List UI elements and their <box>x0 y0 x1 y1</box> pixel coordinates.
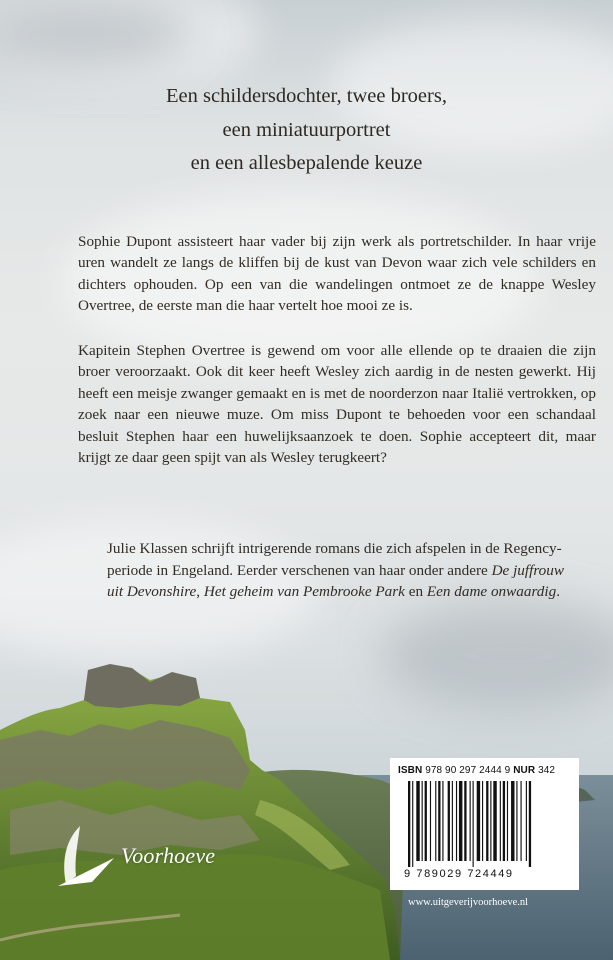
barcode-bar <box>416 781 419 861</box>
barcode-bar <box>408 781 410 867</box>
bio-end: . <box>556 583 561 601</box>
barcode-bar <box>473 781 474 867</box>
barcode-digits: 9 789029 724449 <box>404 868 514 880</box>
barcode-bar <box>493 781 496 861</box>
publisher-website: www.uitgeverijvoorhoeve.nl <box>408 897 529 908</box>
synopsis-paragraph-1: Sophie Dupont assisteert haar vader bij zijn werk als portretschilder. In haar vrije uren wandelt ze langs de kliffen bij de kust van Devon waar zich vele schilders en dichters ophouden. Op een van die wandelingen ontmoet ze de knappe Wesley Overtree, de eerste man die haar vertelt hoe mooi ze is. <box>78 233 596 315</box>
barcode-bar <box>412 781 413 867</box>
tagline-line: een miniatuurportret <box>222 118 391 141</box>
barcode-bar <box>464 781 466 861</box>
author-bio <box>107 538 577 603</box>
isbn-number: 978 90 297 2444 9 <box>425 765 511 776</box>
barcode-bar <box>456 781 457 861</box>
barcode-bar <box>425 781 427 861</box>
nur-code: 342 <box>538 765 556 776</box>
bio-separator: , <box>196 583 204 601</box>
barcode-bar <box>486 781 488 861</box>
barcode-bar <box>438 781 440 861</box>
barcode-bar <box>507 781 508 861</box>
barcode-bar <box>516 781 517 861</box>
barcode-bar <box>470 781 471 861</box>
barcode-bar <box>435 781 436 861</box>
barcode-bar <box>422 781 423 861</box>
barcode-bar <box>500 781 501 861</box>
barcode-bars <box>406 781 568 867</box>
barcode-bar <box>442 781 443 861</box>
barcode-bar <box>526 781 527 861</box>
book-title: De juffrouw uit Devonshire <box>107 561 564 601</box>
barcode-bar <box>482 781 483 861</box>
book-title: Het geheim van Pembrooke Park <box>203 583 405 601</box>
barcode-bar <box>521 781 522 861</box>
bio-separator: en <box>404 583 427 601</box>
barcode-bar <box>529 781 531 867</box>
barcode-label <box>390 758 579 890</box>
barcode-bar <box>490 781 491 861</box>
tagline-line: Een schildersdochter, twee broers, <box>166 85 447 107</box>
bio-text: Julie Klassen schrijft intrigerende romans die zich afspelen in de Regency-periode in Engeland. Eerder verschenen van haar onder andere <box>107 540 562 579</box>
tagline <box>0 80 613 181</box>
publisher-name: Voorhoeve <box>121 843 216 868</box>
barcode-bar <box>459 781 462 861</box>
isbn-label: ISBN <box>398 765 423 776</box>
tagline-line: en een allesbepalende keuze <box>190 152 423 174</box>
synopsis-paragraph-2: Kapitein Stephen Overtree is gewend om voor alle ellende op te draaien die zijn broer veroorzaakt. Ook dit keer heeft Wesley zich aardig in de nesten gewerkt. Hij heeft een meisje zwanger gemaakt en is met de noorderzon naar Italië vertrokken, op zoek naar een nieuwe muze. Om miss Dupont te behoeden voor een schandaal besluit Stephen haar een huwelijksaanzoek te doen. Sophie accepteert dit, maar krijgt ze daar geen spijt van als Wesley terugkeert? <box>78 342 596 467</box>
isbn-line <box>398 765 574 776</box>
nur-label: NUR <box>513 765 536 776</box>
barcode-bar <box>511 781 514 861</box>
barcode-bar <box>430 781 431 861</box>
barcode-bar <box>448 781 450 861</box>
barcode-bar <box>452 781 453 861</box>
barcode-bar <box>477 781 480 861</box>
barcode-bar <box>503 781 505 861</box>
book-title: Een dame onwaardig <box>426 583 557 601</box>
